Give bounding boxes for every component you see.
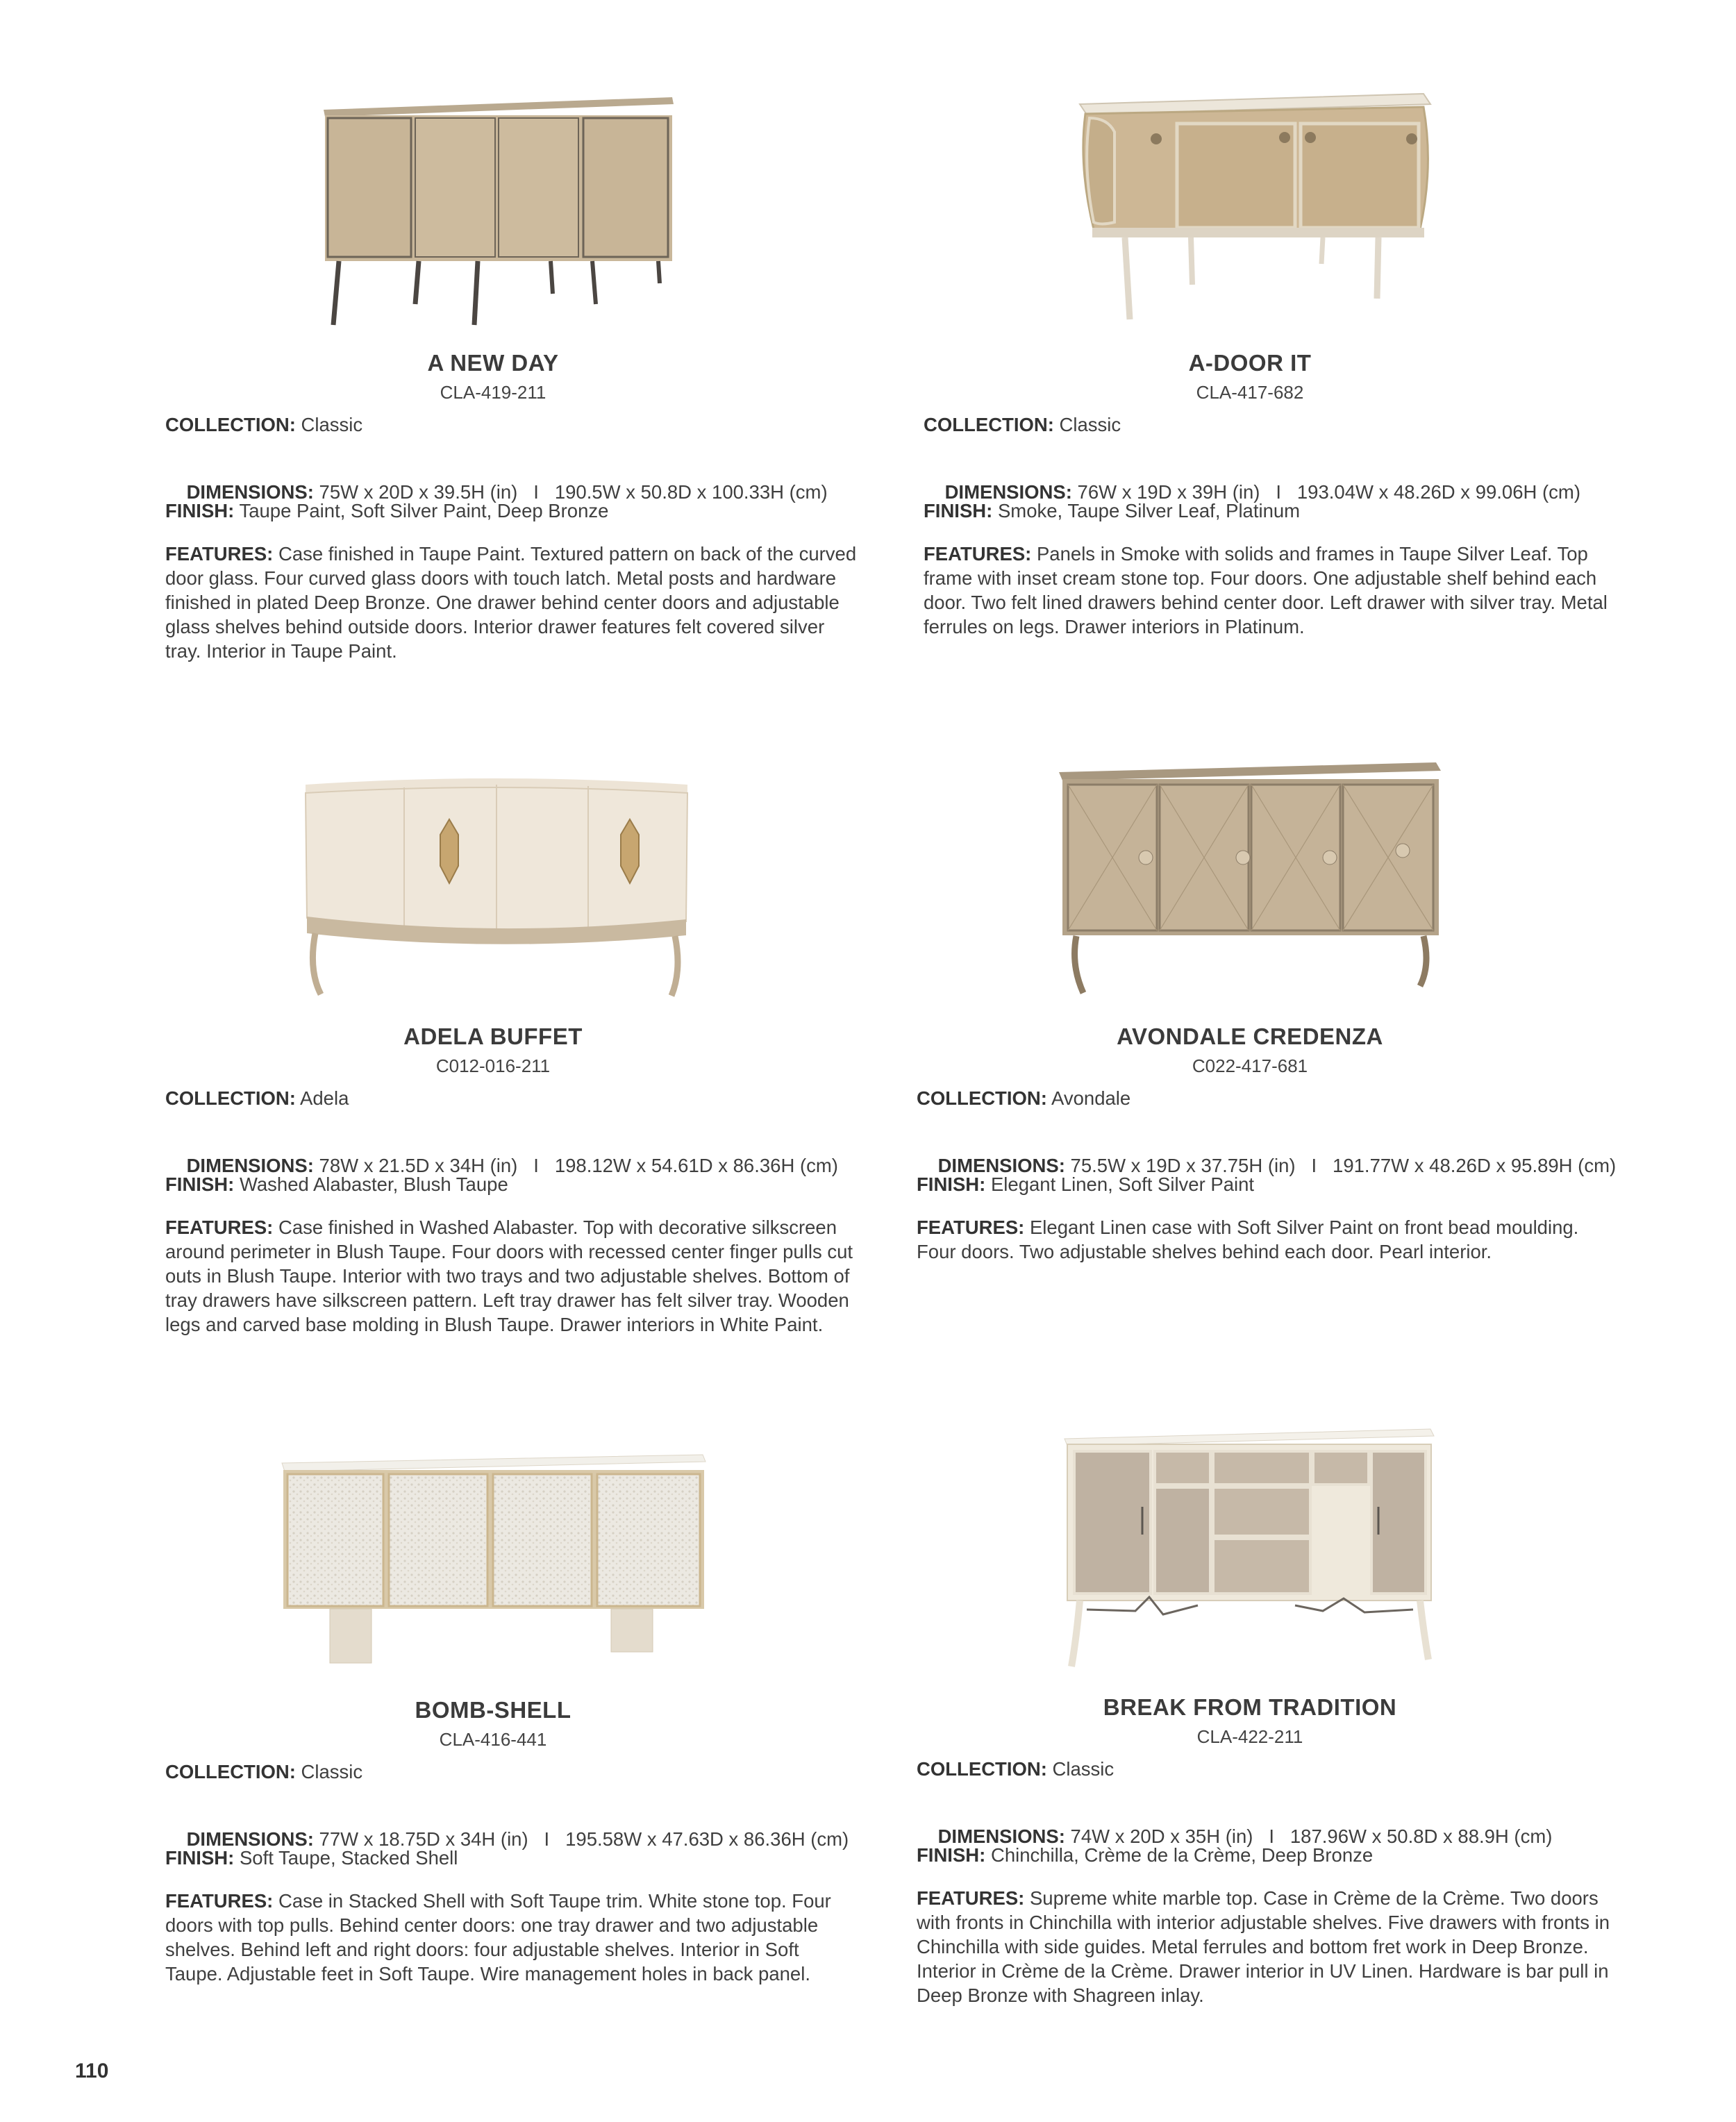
finish-label: FINISH:: [165, 1847, 235, 1869]
collection-label: COLLECTION:: [917, 1758, 1047, 1780]
finish-label: FINISH:: [924, 500, 993, 521]
product-sku: C012-016-211: [435, 1055, 551, 1076]
finish-label: FINISH:: [165, 1173, 235, 1195]
collection-line: [917, 1757, 1611, 1781]
dimensions-value: 75.5W x 19D x 37.75H (in) I 191.77W x 48.26D x 95.89H (cm): [1070, 1155, 1617, 1176]
collection-value: Classic: [1052, 1758, 1115, 1780]
collection-line: [165, 412, 860, 437]
product-sku: CLA-417-682: [1196, 382, 1304, 403]
finish-value: Elegant Linen, Soft Silver Paint: [990, 1173, 1255, 1195]
features-paragraph: [917, 1886, 1611, 2007]
features-label: FEATURES:: [165, 543, 274, 565]
features-paragraph: [924, 542, 1618, 639]
dimensions-value: 78W x 21.5D x 34H (in) I 198.12W x 54.61D x 86.36H (cm): [319, 1155, 838, 1176]
collection-line: [165, 1086, 860, 1110]
finish-line: [165, 1846, 860, 1870]
collection-label: COLLECTION:: [917, 1087, 1047, 1109]
dimensions-label: DIMENSIONS:: [186, 1828, 314, 1850]
features-value: Case in Stacked Shell with Soft Taupe trim. White stone top. Four doors with top pulls. Behind center doors: one tray drawer and two adjustable shelves. Behind left and right doors: four adjustable shelves. Interior in Soft Taupe. Adjustable feet in Soft Taupe. Wire management holes in back panel.: [165, 1890, 831, 1985]
collection-value: Avondale: [1051, 1087, 1131, 1109]
collection-value: Classic: [301, 414, 363, 435]
product-sku: CLA-422-211: [1196, 1726, 1303, 1747]
product-image-a-door-it: [1073, 90, 1437, 326]
collection-label: COLLECTION:: [165, 414, 296, 435]
finish-value: Smoke, Taupe Silver Leaf, Platinum: [997, 500, 1301, 521]
features-paragraph: [165, 542, 860, 663]
product-title: BREAK FROM TRADITION: [1103, 1694, 1397, 1720]
product-title: BOMB-SHELL: [415, 1697, 571, 1723]
product-image-a-new-day: [318, 96, 679, 332]
features-value: Case finished in Taupe Paint. Textured pattern on back of the curved door glass. Four curved glass doors with touch latch. Metal posts and hardware finished in plated Deep Bronze. One drawer behind center doors and adjustable glass shelves behind outside doors. Interior drawer features felt covered silver tray. Interior in Taupe Paint.: [165, 543, 857, 662]
features-label: FEATURES:: [165, 1890, 274, 1912]
page-number: 110: [75, 2060, 109, 2082]
finish-label: FINISH:: [165, 500, 235, 521]
finish-value: Taupe Paint, Soft Silver Paint, Deep Bronze: [239, 500, 609, 521]
dimensions-label: DIMENSIONS:: [937, 1826, 1065, 1847]
product-image-avondale-credenza: [1055, 757, 1444, 1000]
finish-line: [917, 1843, 1611, 1867]
finish-value: Washed Alabaster, Blush Taupe: [239, 1173, 508, 1195]
features-value: Panels in Smoke with solids and frames in Taupe Silver Leaf. Top frame with inset cream stone top. Four doors. One adjustable shelf behind each door. Two felt lined drawers behind center door. Left drawer with silver tray. Metal ferrules on legs. Drawer interiors in Platinum.: [924, 543, 1608, 637]
features-label: FEATURES:: [917, 1217, 1025, 1238]
features-paragraph: [917, 1215, 1611, 1264]
collection-label: COLLECTION:: [165, 1087, 296, 1109]
collection-value: Classic: [301, 1761, 363, 1782]
features-value: Elegant Linen case with Soft Silver Paint on front bead moulding. Four doors. Two adjustable shelves behind each door. Pearl interior.: [917, 1217, 1579, 1262]
features-paragraph: [165, 1889, 860, 1986]
dimensions-value: 75W x 20D x 39.5H (in) I 190.5W x 50.8D x 100.33H (cm): [319, 481, 828, 503]
dimensions-value: 77W x 18.75D x 34H (in) I 195.58W x 47.63D x 86.36H (cm): [319, 1828, 849, 1850]
dimensions-label: DIMENSIONS:: [937, 1155, 1065, 1176]
dimensions-value: 76W x 19D x 39H (in) I 193.04W x 48.26D x 99.06H (cm): [1077, 481, 1580, 503]
finish-line: [917, 1172, 1611, 1196]
features-label: FEATURES:: [924, 543, 1032, 565]
product-image-bomb-shell: [278, 1448, 708, 1670]
finish-line: [165, 499, 860, 523]
product-title: A-DOOR IT: [1188, 350, 1312, 376]
collection-line: [924, 412, 1618, 437]
product-image-break-from-tradition: [1059, 1423, 1437, 1677]
features-value: Supreme white marble top. Case in Crème de la Crème. Two doors with fronts in Chinchilla with interior adjustable shelves. Five drawers with fronts in Chinchilla with side guides. Metal ferrules and bottom fret work in Deep Bronze. Interior in Crème de la Crème. Drawer interior in UV Linen. Hardware is bar pull in Deep Bronze with Shagreen inlay.: [917, 1887, 1610, 2006]
features-value: Case finished in Washed Alabaster. Top with decorative silkscreen around perimeter in Blush Taupe. Four doors with recessed center finger pulls cut outs in Blush Taupe. Interior with two trays and two adjustable shelves. Bottom of tray drawers have silkscreen pattern. Left tray drawer has felt silver tray. Wooden legs and carved base molding in Blush Taupe. Drawer interiors in White Paint.: [165, 1217, 853, 1335]
collection-label: COLLECTION:: [165, 1761, 296, 1782]
finish-value: Soft Taupe, Stacked Shell: [239, 1847, 458, 1869]
product-title: AVONDALE CREDENZA: [1117, 1024, 1383, 1049]
product-image-adela-buffet: [300, 772, 692, 1001]
collection-value: Adela: [300, 1087, 349, 1109]
product-title: ADELA BUFFET: [403, 1024, 583, 1049]
finish-line: [924, 499, 1618, 523]
dimensions-label: DIMENSIONS:: [186, 1155, 314, 1176]
dimensions-value: 74W x 20D x 35H (in) I 187.96W x 50.8D x 88.9H (cm): [1070, 1826, 1553, 1847]
dimensions-label: DIMENSIONS:: [186, 481, 314, 503]
product-sku: C022-417-681: [1192, 1055, 1308, 1076]
finish-label: FINISH:: [917, 1844, 986, 1866]
features-label: FEATURES:: [165, 1217, 274, 1238]
finish-label: FINISH:: [917, 1173, 986, 1195]
collection-value: Classic: [1059, 414, 1121, 435]
dimensions-label: DIMENSIONS:: [944, 481, 1072, 503]
product-sku: CLA-419-211: [440, 382, 546, 403]
collection-line: [165, 1760, 860, 1784]
product-title: A NEW DAY: [427, 350, 559, 376]
finish-value: Chinchilla, Crème de la Crème, Deep Bronze: [990, 1844, 1374, 1866]
collection-line: [917, 1086, 1611, 1110]
features-label: FEATURES:: [917, 1887, 1025, 1909]
finish-line: [165, 1172, 860, 1196]
collection-label: COLLECTION:: [924, 414, 1054, 435]
product-sku: CLA-416-441: [439, 1729, 547, 1750]
features-paragraph: [165, 1215, 860, 1337]
